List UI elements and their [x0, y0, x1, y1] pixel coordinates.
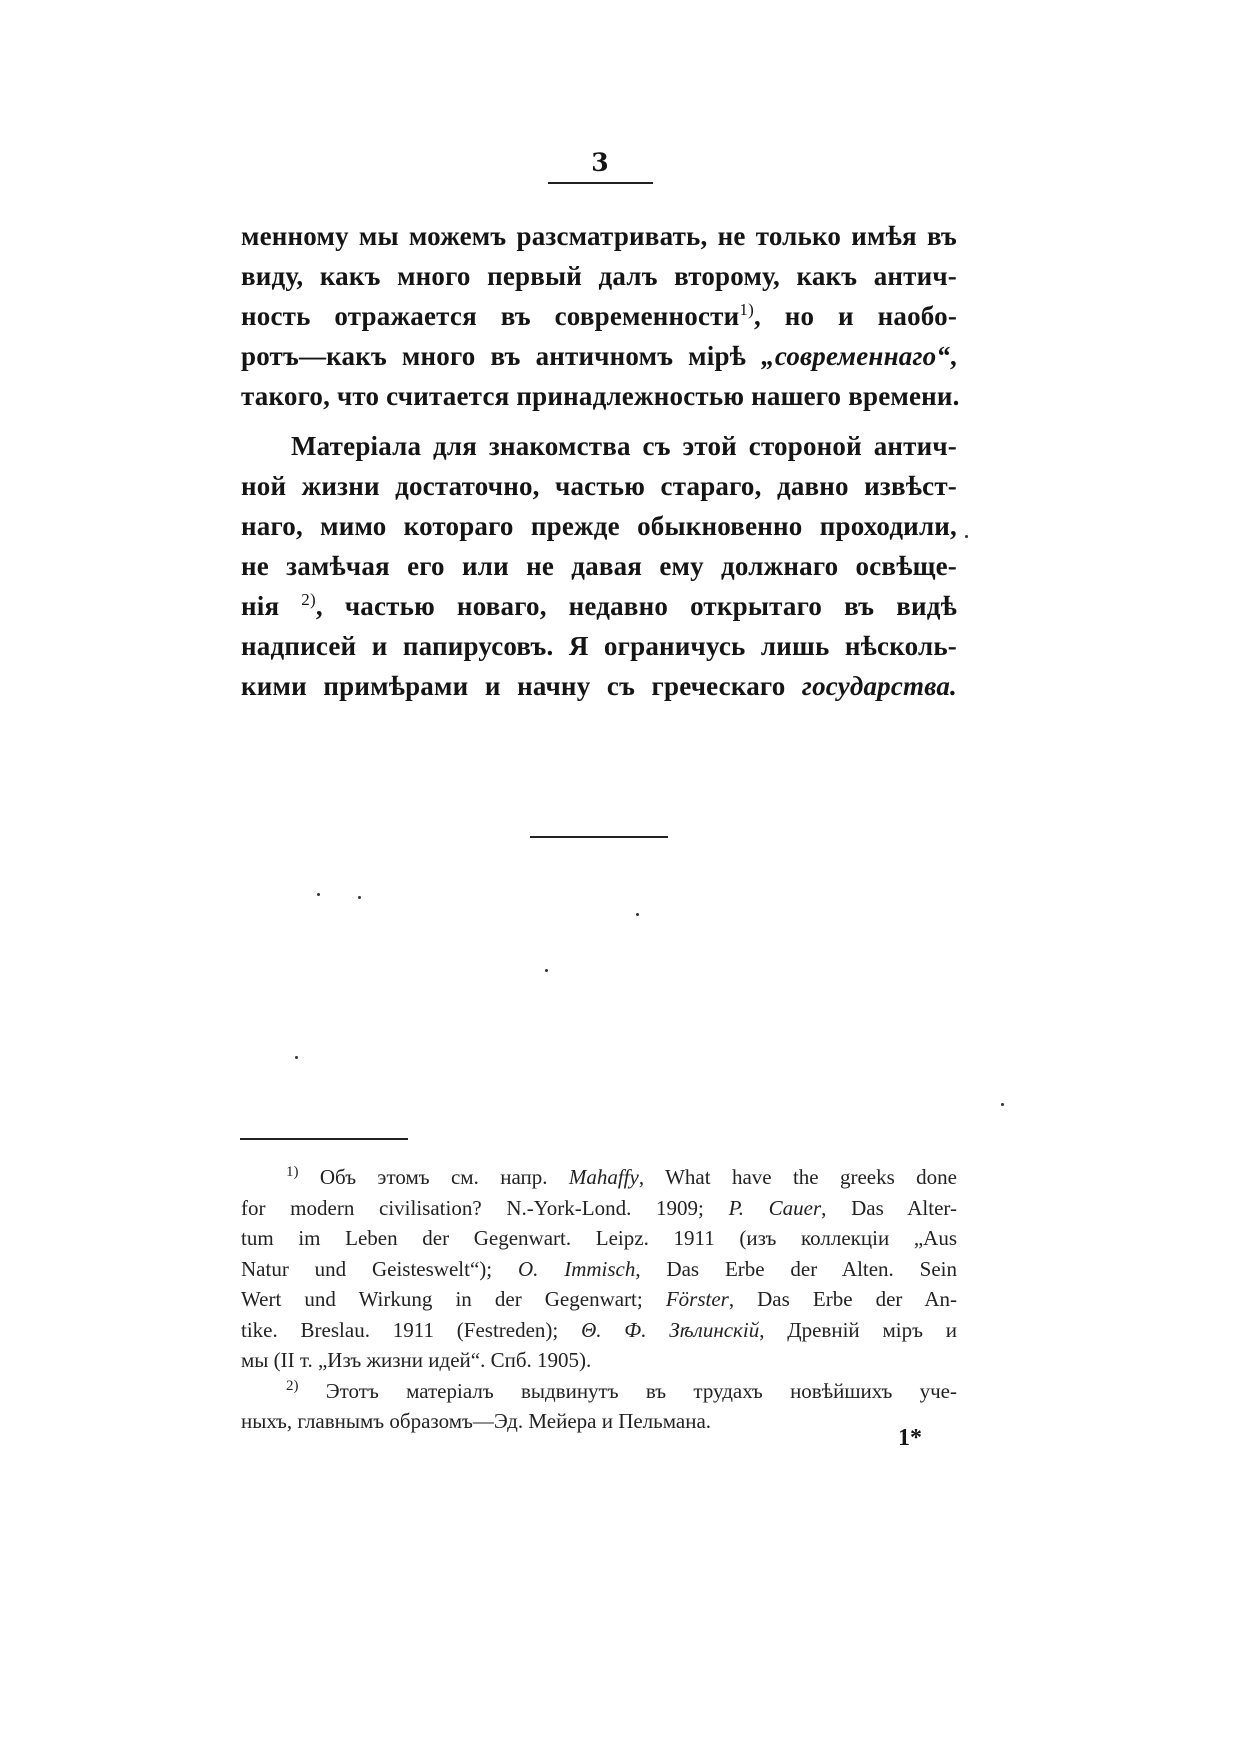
- footnote-rule: [240, 1138, 408, 1140]
- text-line: надписей и папирусовъ. Я ограничусь лишь нѣсколь-: [241, 631, 957, 661]
- header-rule: [548, 182, 653, 184]
- scan-speck: [545, 969, 548, 972]
- paragraph-2: [241, 426, 957, 706]
- text-line: такого, что считается принадлежностью нашего времени.: [241, 381, 960, 411]
- scan-speck: [358, 896, 361, 899]
- footnote-line: $^{1)}$ Объ этомъ см. напр. Mahaffy, What have the greeks done: [286, 1164, 957, 1189]
- scan-speck: [1001, 1103, 1004, 1106]
- text-line: ной жизни достаточно, частью стараго, давно извѣст-: [241, 471, 957, 501]
- footnote-line: Wert und Wirkung in der Gegenwart; Förster, Das Erbe der An-: [241, 1287, 957, 1311]
- text-line: нія $^{2)}$, частью новаго, недавно открытаго въ видѣ: [241, 590, 957, 621]
- text-line: ность отражается въ современности$^{1)}$, но и наобо-: [241, 300, 958, 331]
- scan-speck: [317, 893, 320, 896]
- footnote-line: ныхъ, главнымъ образомъ—Эд. Мейера и Пельмана.: [241, 1409, 712, 1433]
- section-end-rule: [530, 836, 668, 838]
- footnote-ref-1[interactable]: 1): [739, 300, 754, 319]
- footnote-2: [241, 1376, 957, 1437]
- text-line: менному мы можемъ разсматривать, не только имѣя въ: [241, 221, 957, 251]
- text-line: не замѣчая его или не давая ему должнаго освѣще-: [241, 551, 957, 581]
- signature-mark: 1*: [898, 1425, 922, 1451]
- text-line: Матеріала для знакомства съ этой стороной антич-: [291, 431, 957, 461]
- footnote-line: мы (II т. „Изъ жизни идей“. Спб. 1905).: [241, 1348, 592, 1372]
- footnotes: [241, 1162, 957, 1437]
- text-line: виду, какъ много первый далъ второму, какъ антич-: [241, 261, 957, 291]
- scan-speck: [295, 1056, 298, 1059]
- scan-speck: [965, 535, 968, 538]
- footnote-1: [241, 1162, 957, 1376]
- text-line: ротъ—какъ много въ античномъ мірѣ „современнаго“,: [241, 341, 957, 371]
- footnote-line: tike. Breslau. 1911 (Festreden); Θ. Ф. Зѣлинскій, Древній міръ и: [241, 1317, 957, 1342]
- footnote-line: $^{2)}$ Этотъ матеріалъ выдвинутъ въ трудахъ новѣйшихъ уче-: [286, 1377, 957, 1403]
- text-line: кими примѣрами и начну съ греческаго государства.: [241, 671, 957, 701]
- body-text: [241, 216, 960, 706]
- text-line: наго, мимо котораго прежде обыкновенно проходили,: [241, 511, 957, 541]
- footnote-line: for modern civilisation? N.-York-Lond. 1909; P. Cauer, Das Alter-: [241, 1195, 957, 1220]
- footnote-ref-2[interactable]: 2): [301, 590, 316, 609]
- page-number: 3: [591, 148, 609, 177]
- scan-speck: [636, 913, 639, 916]
- footnote-line: tum im Leben der Gegenwart. Leipz. 1911 (изъ коллекціи „Aus: [241, 1226, 957, 1250]
- footnote-line: Natur und Geisteswelt“); O. Immisch, Das Erbe der Alten. Sein: [241, 1256, 957, 1281]
